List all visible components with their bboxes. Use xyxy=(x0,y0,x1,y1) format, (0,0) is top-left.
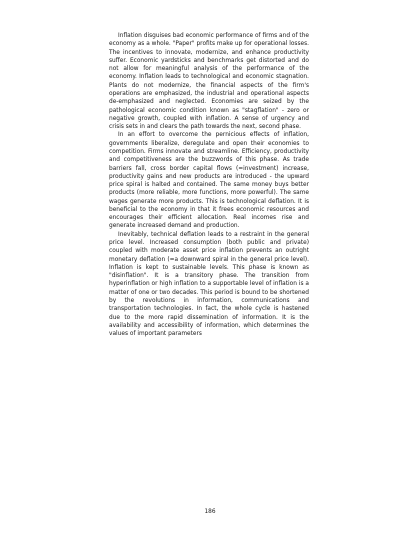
paragraph-1: Inflation disguises bad economic performance of firms and of the economy as a whole. "Paper" profits make up for operational losses. The incentives to innovate, modernize, and enhance productivity suffer. Economic yardsticks and benchmarks get distorted and do not allow for meaningful analysis of the performance of the economy. Inflation leads to technological and economic stagnation. Plants do not modernize, the financial aspects of the firm's operations are emphasized, the industrial and operational aspects de-emphasized and neglected. Economies are seized by the pathological economic condition known as "stagflation" - zero or negative growth, coupled with inflation. A sense of urgency and crisis sets in and clears the path towards the next, second phase. xyxy=(109,33,309,131)
body-text xyxy=(109,32,309,338)
page-number: 186 xyxy=(204,509,216,515)
paragraph-3: Inevitably, technical deflation leads to a restraint in the general price level. Increased consumption (both public and private) coupled with moderate asset price inflation prevents an outright monetary deflation (=a downward spiral in the general price level). Inflation is kept to sustainable levels. This phase is known as "disinflation". It is a transitory phase. The transition from hyperinflation or high inflation to a supportable level of inflation is a matter of one or two decades. This period is bound to be shortened by the revolutions in information, communications and transportation technologies. In fact, the whole cycle is hastened due to the more rapid dissemination of information. It is the availability and accessibility of information, which determines the values of important parameters xyxy=(109,231,309,338)
paragraph-2: In an effort to overcome the pernicious effects of inflation, governments liberalize, deregulate and open their economies to competition. Firms innovate and streamline. Efficiency, productivity and competitiveness are the buzzwords of this phase. As trade barriers fall, cross border capital flows (=investment) increase, productivity gains and new products are introduced - the upward price spiral is halted and contained. The same money buys better products (more reliable, more functions, more powerful). The same wages generate more products. This is technological deflation. It is beneficial to the economy in that it frees economic resources and encourages their efficient allocation. Real incomes rise and generate increased demand and production. xyxy=(109,132,309,230)
